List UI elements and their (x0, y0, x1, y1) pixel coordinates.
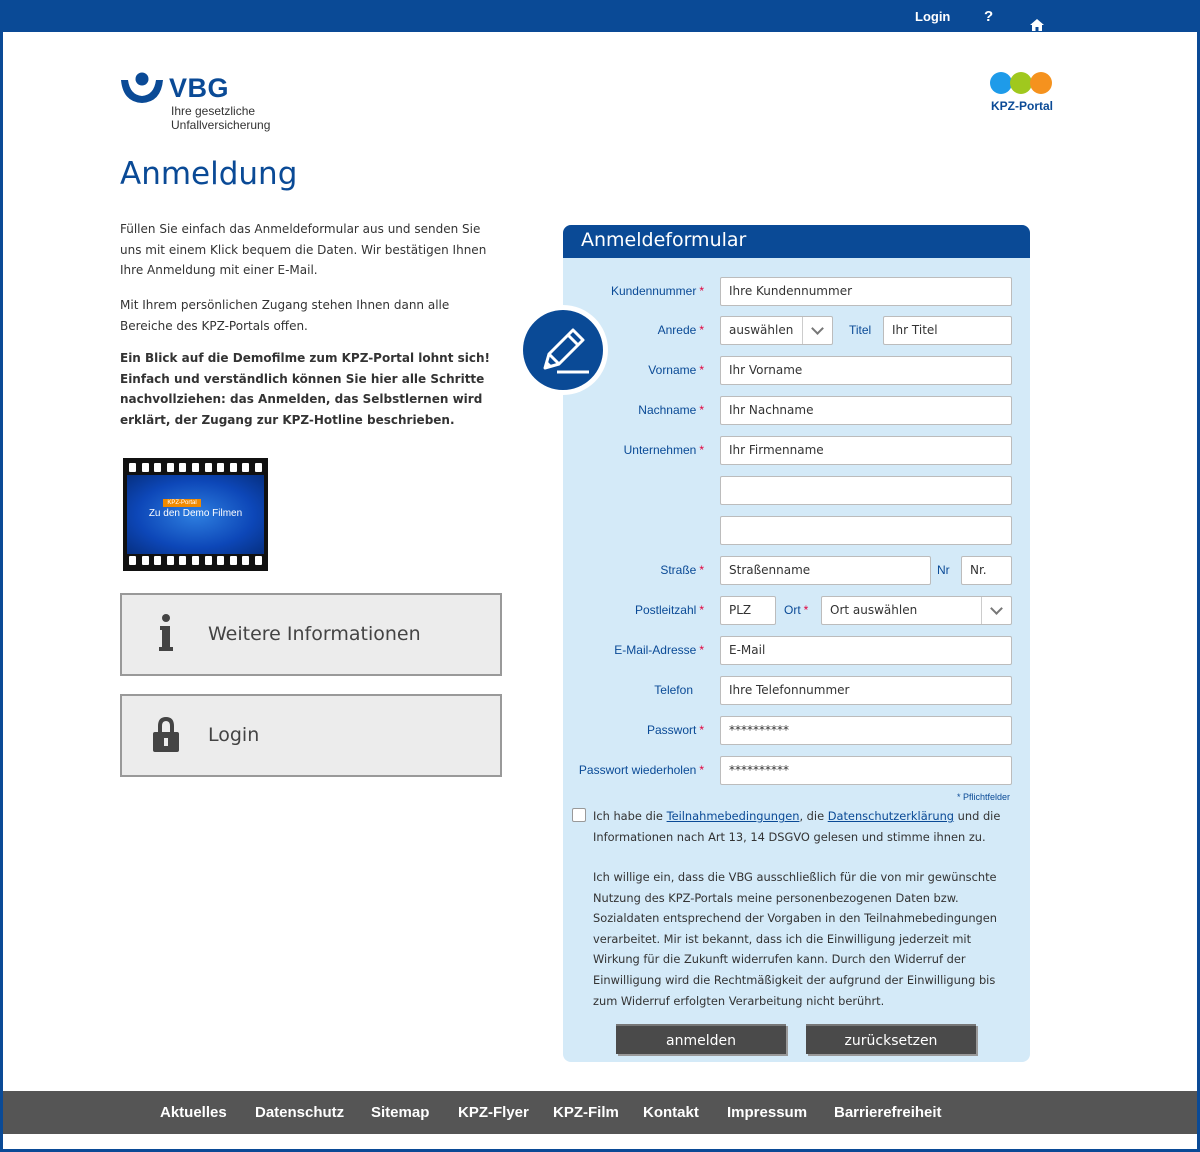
label-email: E-Mail-Adresse * (614, 643, 704, 657)
footer-link-kpz-film[interactable]: KPZ-Film (553, 1104, 619, 1121)
help-link[interactable]: ? (984, 8, 994, 25)
logo-dot-green (1010, 72, 1032, 94)
anrede-select[interactable]: auswählen (720, 316, 833, 345)
label-plz: Postleitzahl * (634, 603, 704, 617)
pencil-badge (518, 305, 608, 395)
intro-paragraph-2: Mit Ihrem persönlichen Zugang stehen Ihnen dann alle Bereiche des KPZ-Portals offen. (120, 298, 450, 333)
vbg-wordmark: VBG (169, 73, 230, 103)
nachname-input[interactable]: Ihr Nachname (720, 396, 1012, 425)
label-anrede: Anrede * (657, 323, 704, 337)
consent-declaration: Ich willige ein, dass die VBG ausschließlich für die von mir gewünschte Nutzung des KPZ-Portals meine personenbezogenen Daten bzw. Sozialdaten entsprechend der Vorgaben in den Teilnahmebedingungen verarbeitet. Mir ist bekannt, dass ich die Einwilligung jederzeit mit Wirkung für die Zukunft widerrufen kann. Durch den Widerruf der Einwilligung wird die Rechtmäßigkeit der aufgrund der Einwilligung bis zum Widerruf erfolgten Verarbeitung nicht berührt. (593, 870, 998, 1008)
vorname-input[interactable]: Ihr Vorname (720, 356, 1012, 385)
unternehmen-line3-input[interactable] (720, 516, 1012, 545)
label-strasse: Straße * (660, 563, 704, 577)
titel-input[interactable]: Ihr Titel (883, 316, 1012, 345)
film-perforation-top (129, 463, 262, 472)
lock-icon (148, 714, 184, 756)
film-perforation-bottom (129, 556, 262, 565)
teilnahmebedingungen-link[interactable]: Teilnahmebedingungen (666, 809, 800, 823)
home-icon[interactable] (1030, 10, 1046, 24)
footer-link-barrierefreiheit[interactable]: Barrierefreiheit (834, 1104, 942, 1121)
passwort-wiederholen-input[interactable]: ********** (720, 756, 1012, 785)
footer-link-impressum[interactable]: Impressum (727, 1104, 808, 1121)
label-passwort-wiederholen: Passwort wiederholen * (578, 763, 704, 777)
film-badge: KPZ-Portal (163, 499, 201, 507)
login-label: Login (208, 724, 260, 746)
more-info-button[interactable] (120, 593, 502, 676)
label-nachname: Nachname * (638, 403, 704, 417)
consent-checkbox[interactable] (572, 808, 586, 822)
required-fields-note: * Pflichtfelder (957, 792, 1011, 802)
pencil-icon (523, 310, 603, 390)
form-header: Anmeldeformular (563, 225, 1030, 258)
intro-paragraph-demo: Ein Blick auf die Demofilme zum KPZ-Portal lohnt sich! Einfach und verständlich können Sie hier alle Schritte nachvollziehen: das Anmelden, das Selbstlernen wird erklärt, der Zugang zur KPZ-Hotline beschrieben. (120, 351, 491, 427)
page-title: Anmeldung (120, 156, 298, 192)
submit-button[interactable]: anmelden (616, 1024, 786, 1054)
unternehmen-line2-input[interactable] (720, 476, 1012, 505)
logo-dot-orange (1030, 72, 1052, 94)
footer-link-kontakt[interactable]: Kontakt (643, 1104, 699, 1121)
kundennummer-input[interactable]: Ihre Kundennummer (720, 277, 1012, 306)
label-nr: Nr (937, 563, 950, 577)
kpz-logo-label: KPZ-Portal (991, 99, 1054, 113)
vbg-emblem-icon (119, 72, 165, 106)
label-telefon: Telefon (654, 683, 693, 697)
label-unternehmen: Unternehmen * (623, 443, 704, 457)
telefon-input[interactable]: Ihre Telefonnummer (720, 676, 1012, 705)
vbg-logo (119, 72, 299, 136)
film-title: Zu den Demo Filmen (148, 508, 243, 519)
intro-paragraph-1: Füllen Sie einfach das Anmeldeformular aus und senden Sie uns mit einem Klick bequem die Daten. Wir bestätigen Ihnen Ihre Anmeldung mit einer E-Mail. (120, 222, 487, 277)
strasse-input[interactable]: Straßenname (720, 556, 931, 585)
email-input[interactable]: E-Mail (720, 636, 1012, 665)
chevron-down-icon (981, 597, 1011, 624)
label-kundennummer: Kundennummer * (610, 284, 704, 298)
top-bar (3, 0, 1200, 32)
footer-link-aktuelles[interactable]: Aktuelles (160, 1104, 227, 1121)
datenschutzerklaerung-link[interactable]: Datenschutzerklärung (827, 809, 955, 823)
label-passwort: Passwort * (646, 723, 704, 737)
label-ort: Ort * (784, 603, 809, 617)
unternehmen-input[interactable]: Ihr Firmenname (720, 436, 1012, 465)
chevron-down-icon (802, 317, 832, 344)
footer-nav (3, 1091, 1200, 1134)
top-login-link[interactable]: Login (915, 9, 951, 24)
hausnummer-input[interactable]: Nr. (961, 556, 1012, 585)
footer-link-sitemap[interactable]: Sitemap (371, 1104, 430, 1121)
label-vorname: Vorname * (648, 363, 704, 377)
ort-select[interactable]: Ort auswählen (821, 596, 1012, 625)
consent-text: Ich habe die Teilnahmebedingungen, die Datenschutzerklärung und die Informationen nach Art 13, 14 DSGVO gelesen und stimme ihnen zu. (593, 809, 1001, 844)
film-thumbnail (127, 475, 264, 554)
footer-link-datenschutz[interactable]: Datenschutz (255, 1104, 345, 1121)
login-button[interactable] (120, 694, 502, 777)
info-icon (148, 613, 184, 655)
reset-button[interactable]: zurücksetzen (806, 1024, 976, 1054)
vbg-tagline-1: Ihre gesetzliche (171, 104, 256, 118)
logo-dot-blue (990, 72, 1012, 94)
more-info-label: Weitere Informationen (208, 623, 421, 645)
label-titel: Titel (849, 323, 872, 337)
demo-film-link[interactable] (123, 458, 268, 571)
passwort-input[interactable]: ********** (720, 716, 1012, 745)
kpz-portal-logo (987, 72, 1057, 116)
footer-link-kpz-flyer[interactable]: KPZ-Flyer (458, 1104, 529, 1121)
plz-input[interactable]: PLZ (720, 596, 776, 625)
vbg-tagline-2: Unfallversicherung (171, 118, 271, 132)
